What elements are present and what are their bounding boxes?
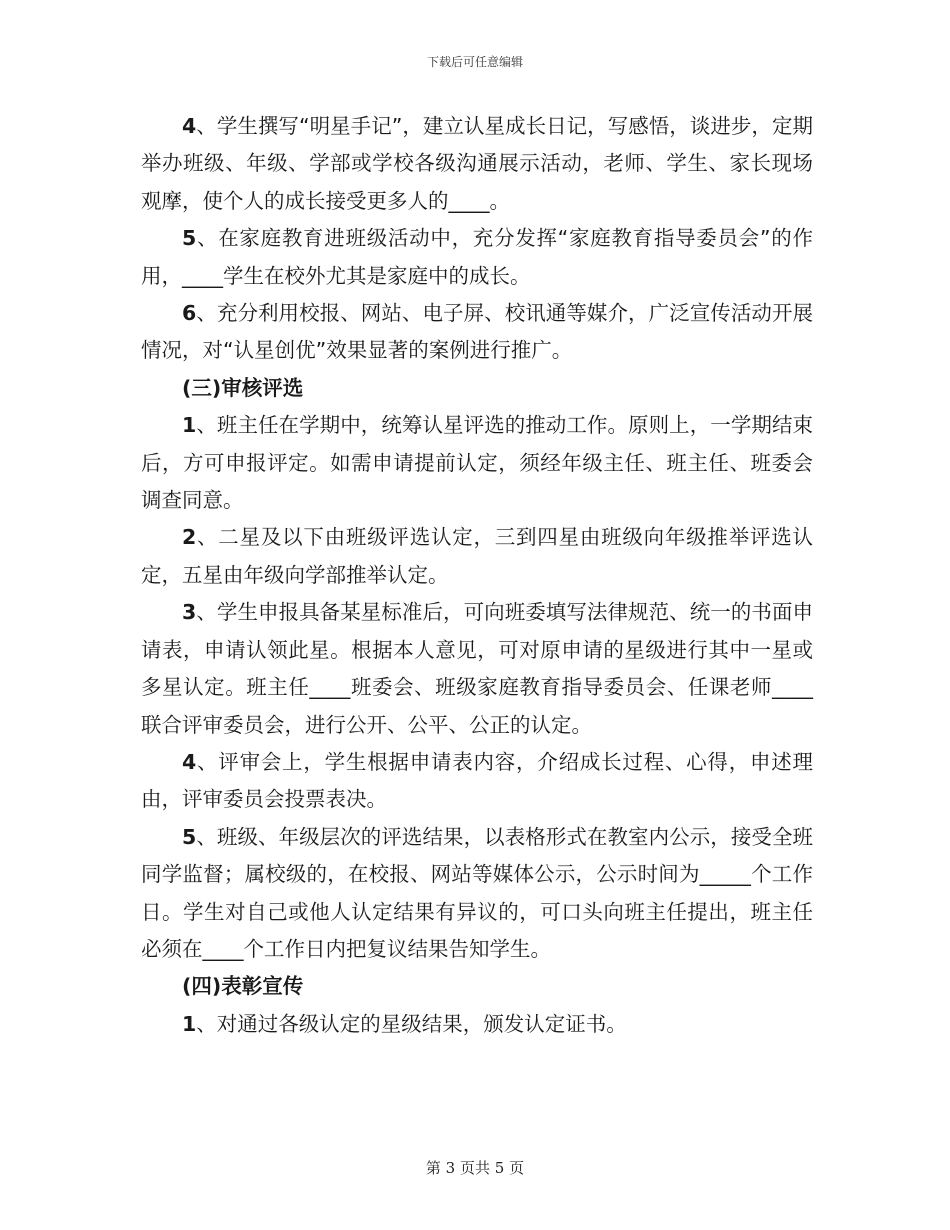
item-text: 、班主任在学期中，统筹认星评选的推动工作。原则上，一学期结束后，方可申报评定。如需申请提前认定，须经年级主任、班主任、班委会调查同意。 [141, 413, 813, 513]
paragraph-item-6 [141, 295, 813, 370]
paragraph-review-3 [141, 594, 813, 744]
item-text: 、二星及以下由班级评选认定，三到四星由班级向年级推举评选认定，五星由年级向学部推举认定。 [141, 525, 813, 587]
item-text: 、对通过各级认定的星级结果，颁发认定证书。 [196, 1011, 627, 1036]
item-number: 6 [182, 301, 197, 326]
item-number: 1 [182, 413, 197, 438]
item-number: 2 [182, 525, 197, 550]
paragraph-item-4 [141, 108, 813, 220]
item-number: 3 [182, 600, 197, 625]
item-number: 5 [182, 824, 197, 849]
page-footer: 第 3 页共 5 页 [425, 1159, 525, 1177]
item-text: 、班级、年级层次的评选结果，以表格形式在教室内公示，接受全班同学监督；属校级的，在校报、网站等媒体公示，公示时间为_____个工作日。学生对自己或他人认定结果有异议的，可口头向班主任提出，班主任必须在____个工作日内把复议结果告知学生。 [141, 824, 813, 961]
item-number: 5 [182, 226, 197, 251]
item-number: 4 [182, 114, 197, 138]
paragraph-commendation-1 [141, 1006, 813, 1043]
paragraph-review-2 [141, 519, 813, 594]
item-number: 4 [182, 749, 197, 774]
paragraph-item-5 [141, 220, 813, 295]
page-header: 下载后可任意编辑 [426, 55, 523, 69]
item-text: 、充分利用校报、网站、电子屏、校讯通等媒介，广泛宣传活动开展情况，对“认星创优”效果显著的案例进行推广。 [141, 301, 813, 363]
section-heading-review: (三)审核评选 [182, 375, 304, 400]
item-number: 1 [182, 1011, 197, 1036]
document-body [141, 108, 813, 1043]
paragraph-review-5 [141, 819, 813, 969]
item-text: 、学生申报具备某星标准后，可向班委填写法律规范、统一的书面申请表，申请认领此星。根据本人意见，可对原申请的星级进行其中一星或多星认定。班主任____班委会、班级家庭教育指导委员会、任课老师____联合评审委员会，进行公开、公平、公正的认定。 [141, 600, 813, 737]
paragraph-review-4 [141, 744, 813, 819]
paragraph-review-1 [141, 407, 813, 519]
item-text: 、评审会上，学生根据申请表内容，介绍成长过程、心得，申述理由，评审委员会投票表决。 [141, 749, 813, 812]
item-text: 、学生撰写“明星手记”，建立认星成长日记，写感悟，谈进步，定期举办班级、年级、学部或学校各级沟通展示活动，老师、学生、家长现场观摩，使个人的成长接受更多人的____。 [141, 114, 813, 213]
section-heading-commendation: (四)表彰宣传 [182, 974, 304, 999]
item-text: 、在家庭教育进班级活动中，充分发挥“家庭教育指导委员会”的作用，____学生在校外尤其是家庭中的成长。 [141, 226, 813, 288]
